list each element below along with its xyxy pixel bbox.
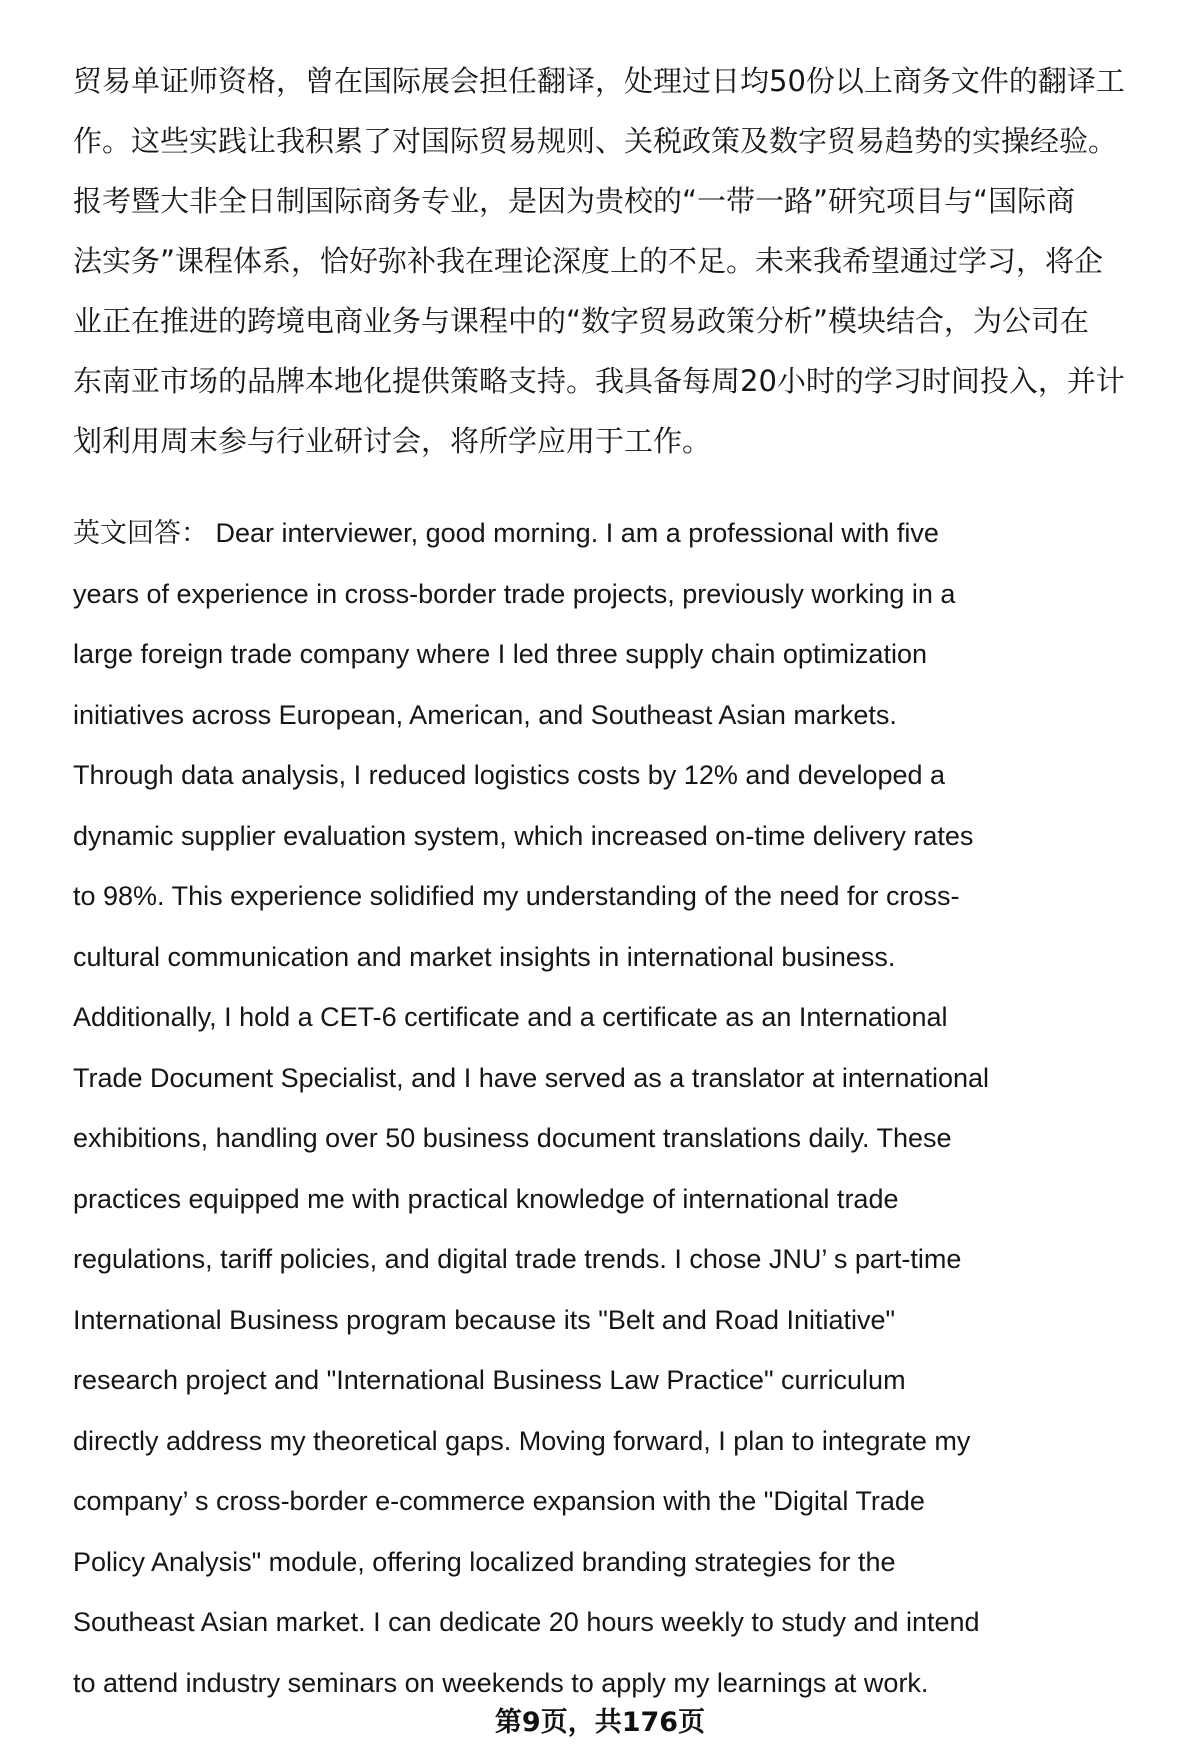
- text-line: regulations, tariff policies, and digital trade trends. I chose JNU’ s part-time: [73, 1244, 962, 1274]
- text-line: to attend industry seminars on weekends to apply my learnings at work.: [73, 1667, 929, 1698]
- text-line: Additionally, I hold a CET-6 certificate and a certificate as an International: [73, 1002, 948, 1032]
- text-line: large foreign trade company where I led three supply chain optimization: [73, 639, 927, 669]
- text-line: research project and "International Business Law Practice" curriculum: [73, 1365, 906, 1395]
- text-line: 划利用周末参与行业研讨会，将所学应用于工作。: [73, 424, 712, 458]
- text-line: 报考暨大非全日制国际商务专业，是因为贵校的“一带一路”研究项目与“国际商: [73, 184, 1076, 218]
- text-line: dynamic supplier evaluation system, which increased on-time delivery rates: [73, 820, 974, 851]
- text-line: Trade Document Specialist, and I have served as a translator at international: [73, 1062, 989, 1093]
- text-line: to 98%. This experience solidified my understanding of the need for cross-: [73, 881, 960, 911]
- text-line: years of experience in cross-border trade projects, previously working in a: [73, 578, 956, 609]
- text-line: cultural communication and market insights in international business.: [73, 941, 896, 972]
- chinese-answer-paragraph: [73, 51, 1163, 471]
- text-line: Policy Analysis" module, offering localized branding strategies for the: [73, 1546, 896, 1577]
- text-line: practices equipped me with practical knowledge of international trade: [73, 1183, 899, 1214]
- text-line: Southeast Asian market. I can dedicate 20 hours weekly to study and intend: [73, 1607, 980, 1637]
- text-line: International Business program because its "Belt and Road Initiative": [73, 1304, 896, 1335]
- text-line: Through data analysis, I reduced logistics costs by 12% and developed a: [73, 760, 946, 790]
- english-answer-paragraph: [73, 503, 1163, 1713]
- text-line: initiatives across European, American, and Southeast Asian markets.: [73, 699, 897, 730]
- text-line: 法实务”课程体系，恰好弥补我在理论深度上的不足。未来我希望通过学习，将企: [73, 244, 1104, 278]
- text-line: company’ s cross-border e-commerce expansion with the "Digital Trade: [73, 1486, 925, 1516]
- text-line: 作。这些实践让我积累了对国际贸易规则、关税政策及数字贸易趋势的实操经验。: [73, 124, 1118, 158]
- text-line: 贸易单证师资格，曾在国际展会担任翻译，处理过日均50份以上商务文件的翻译工: [73, 64, 1125, 98]
- page-number-footer: 第9页，共176页: [494, 1707, 706, 1738]
- text-line: exhibitions, handling over 50 business document translations daily. These: [73, 1123, 952, 1153]
- text-line: 东南亚市场的品牌本地化提供策略支持。我具备每周20小时的学习时间投入，并计: [73, 364, 1125, 398]
- text-line: 业正在推进的跨境电商业务与课程中的“数字贸易政策分析”模块结合，为公司在: [73, 304, 1090, 338]
- text-line: directly address my theoretical gaps. Moving forward, I plan to integrate my: [73, 1425, 971, 1456]
- text-line: 英文回答： Dear interviewer, good morning. I am a professional with five: [73, 518, 939, 548]
